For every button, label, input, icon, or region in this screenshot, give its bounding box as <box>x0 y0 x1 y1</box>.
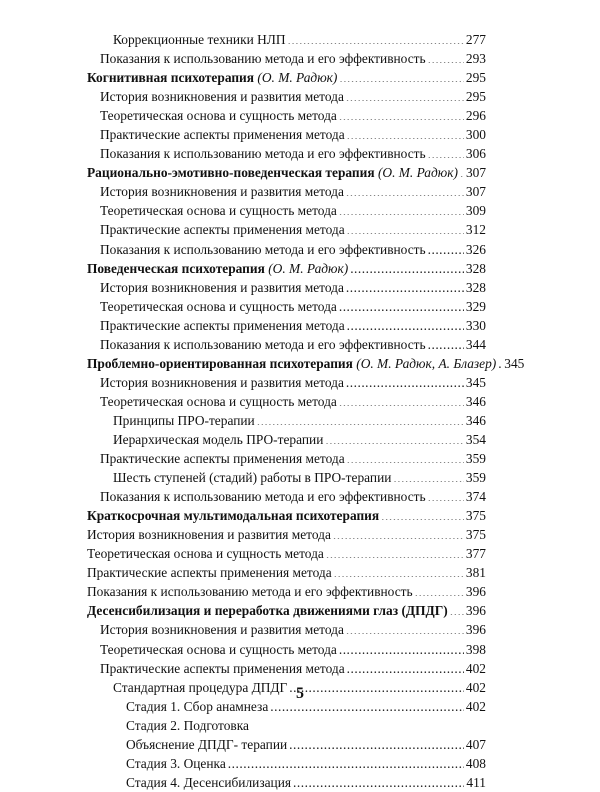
toc-entry-page: 398 <box>465 641 486 657</box>
toc-entry-title-text: Стандартная процедура ДПДГ <box>113 679 288 695</box>
toc-entry <box>113 411 486 430</box>
dot-leader <box>337 69 464 82</box>
toc-entry-title-text: Краткосрочная мультимодальная психотерапия <box>87 508 380 524</box>
toc-entry-title-text: Практические аспекты применения метода <box>100 222 345 238</box>
toc-entry-title <box>100 620 344 639</box>
toc-entry-title-text: История возникновения и развития метода <box>100 279 344 295</box>
toc-entry-title-text: Когнитивная психотерапия <box>87 70 255 86</box>
toc-entry <box>100 182 486 201</box>
toc-entry-title <box>100 278 344 297</box>
toc-entry-title <box>87 163 458 182</box>
toc-entry-page: 411 <box>466 774 486 790</box>
toc-entry-author: (О. М. Радюк, А. Блазер) <box>356 355 497 371</box>
page-number: 5 <box>296 685 304 702</box>
toc-entry-page: 345 <box>504 355 525 371</box>
dot-leader <box>331 526 464 539</box>
toc-entry-title-text: Показания к использованию метода и его эффективность <box>100 336 426 352</box>
toc-entry <box>87 525 486 544</box>
dot-leader <box>291 773 464 786</box>
toc-entry-title-text: Теоретическая основа и сущность метода <box>100 298 337 314</box>
toc-entry-author: (О. М. Радюк) <box>268 260 349 276</box>
toc-entry-title-text: История возникновения и развития метода <box>100 374 344 390</box>
toc-entry <box>87 601 486 620</box>
toc-entry-page: 354 <box>465 431 486 447</box>
toc-entry <box>87 544 486 563</box>
toc-entry-page: 306 <box>465 146 486 162</box>
toc-entry-title-text: История возникновения и развития метода <box>87 527 331 543</box>
toc-entry <box>87 582 486 601</box>
toc-entry-title <box>100 106 337 125</box>
toc-entry-page: 359 <box>465 451 486 467</box>
toc-entry-title-text: Иерархическая модель ПРО-терапии <box>113 431 324 447</box>
toc-entry <box>87 354 525 373</box>
toc-entry-page: 344 <box>465 336 486 352</box>
toc-entry <box>113 430 486 449</box>
dot-leader <box>344 621 464 634</box>
toc-entry-page: 328 <box>465 279 486 295</box>
toc-entry <box>126 716 486 735</box>
toc-entry-page: 346 <box>465 412 486 428</box>
toc-entry-title <box>87 68 337 87</box>
toc-entry <box>100 125 486 144</box>
toc-entry-page: 396 <box>465 603 486 619</box>
toc-entry-title-text: Практические аспекты применения метода <box>100 127 345 143</box>
toc-entry-title-text: Теоретическая основа и сущность метода <box>100 108 337 124</box>
dot-leader <box>332 564 464 577</box>
toc-entry-title <box>113 468 391 487</box>
toc-entry-title <box>100 87 344 106</box>
toc-entry <box>100 392 486 411</box>
toc-entry-title <box>100 373 344 392</box>
toc-entry <box>87 163 486 182</box>
toc-entry-title <box>100 49 426 68</box>
toc-entry-page: 402 <box>465 679 486 695</box>
toc-entry <box>100 87 486 106</box>
toc-entry-page: 312 <box>465 222 486 238</box>
toc-entry-title <box>100 125 345 144</box>
toc-entry-title-text: Шесть ступеней (стадий) работы в ПРО-терапии <box>113 470 392 486</box>
toc-entry-title-text: Стадия 2. Подготовка <box>126 717 249 733</box>
dot-leader <box>337 107 464 120</box>
dot-leader <box>344 278 464 291</box>
toc-entry-page: 309 <box>465 203 486 219</box>
toc-entry-title-text: История возникновения и развития метода <box>100 184 344 200</box>
toc-entry-title-text: Проблемно-ориентированная психотерапия <box>87 355 353 371</box>
toc-entry-title <box>87 506 379 525</box>
toc-entry-title <box>126 754 226 773</box>
toc-entry <box>100 297 486 316</box>
toc-entry-title-text: Показания к использованию метода и его эффективность <box>100 489 426 505</box>
dot-leader <box>255 412 464 425</box>
toc-entry-title-text: История возникновения и развития метода <box>100 622 344 638</box>
dot-leader <box>426 240 464 253</box>
toc-entry-page: 377 <box>465 546 486 562</box>
toc-entry-title-text: Практические аспекты применения метода <box>100 317 345 333</box>
dot-leader <box>344 88 464 101</box>
toc-entry-page: 396 <box>465 584 486 600</box>
toc-entry-title-text: Теоретическая основа и сущность метода <box>100 641 337 657</box>
toc-entry-author: (О. М. Радюк) <box>377 165 458 181</box>
toc-entry-title-text: Показания к использованию метода и его эффективность <box>100 51 426 67</box>
table-of-contents <box>0 30 600 792</box>
toc-entry <box>100 335 486 354</box>
dot-leader <box>345 659 464 672</box>
toc-entry <box>100 373 486 392</box>
toc-entry-page: 293 <box>465 51 486 67</box>
toc-entry <box>100 487 486 506</box>
toc-entry-page: 345 <box>465 374 486 390</box>
toc-entry-title-text: Теоретическая основа и сущность метода <box>100 393 337 409</box>
toc-entry <box>100 659 486 678</box>
toc-entry-title <box>100 182 344 201</box>
toc-entry-page: 328 <box>465 260 486 276</box>
toc-entry-page: 375 <box>465 508 486 524</box>
toc-entry-title-text: Показания к использованию метода и его эффективность <box>100 241 426 257</box>
dot-leader <box>448 602 464 615</box>
toc-entry-page: 408 <box>465 755 486 771</box>
dot-leader <box>426 50 464 63</box>
toc-entry <box>100 620 486 639</box>
toc-entry <box>100 144 486 163</box>
toc-entry-title <box>126 735 287 754</box>
toc-entry-title-text: Практические аспекты применения метода <box>100 451 345 467</box>
dot-leader <box>348 259 464 272</box>
toc-entry-author: (О. М. Радюк) <box>257 70 338 86</box>
toc-entry-title <box>87 582 413 601</box>
toc-entry-title-text: Показания к использованию метода и его эффективность <box>87 584 413 600</box>
dot-leader <box>345 221 464 234</box>
dot-leader <box>344 373 464 386</box>
toc-entry-page: 300 <box>465 127 486 143</box>
dot-leader <box>391 469 464 482</box>
dot-leader <box>337 640 464 653</box>
toc-entry-page: 402 <box>465 698 486 714</box>
toc-entry <box>100 316 486 335</box>
toc-entry-title <box>100 220 345 239</box>
toc-entry-title <box>87 354 496 373</box>
toc-entry-page: 307 <box>465 184 486 200</box>
toc-entry <box>87 68 486 87</box>
toc-entry <box>126 735 486 754</box>
dot-leader <box>426 488 464 501</box>
toc-entry-title <box>100 201 337 220</box>
toc-entry-page: 295 <box>465 89 486 105</box>
toc-entry-title <box>113 430 323 449</box>
toc-entry-title-text: Стадия 1. Сбор анамнеза <box>126 698 269 714</box>
toc-entry-title <box>100 659 345 678</box>
dot-leader <box>286 31 464 44</box>
toc-entry-title-text: Теоретическая основа и сущность метода <box>100 203 337 219</box>
toc-entry-page: 375 <box>465 527 486 543</box>
toc-entry-title <box>100 449 345 468</box>
dot-leader <box>413 583 464 596</box>
toc-entry-title-text: Принципы ПРО-терапии <box>113 412 255 428</box>
toc-entry-page: 346 <box>465 393 486 409</box>
toc-entry-title <box>87 544 324 563</box>
toc-entry-page: 307 <box>465 165 487 181</box>
dot-leader <box>337 202 464 215</box>
toc-entry-page: 402 <box>465 660 486 676</box>
toc-entry-title <box>113 411 255 430</box>
toc-entry <box>100 449 486 468</box>
toc-entry-title-text: Практические аспекты применения метода <box>87 565 332 581</box>
dot-leader <box>426 335 464 348</box>
toc-entry-title <box>87 563 332 582</box>
toc-entry-title <box>113 30 286 49</box>
toc-entry-title <box>100 316 345 335</box>
dot-leader <box>426 145 464 158</box>
dot-leader <box>345 126 464 139</box>
toc-entry-page: 295 <box>465 70 486 86</box>
dot-leader <box>226 754 464 767</box>
toc-entry-title <box>100 392 337 411</box>
toc-entry-page: 277 <box>465 32 486 47</box>
dot-leader <box>324 545 464 558</box>
toc-entry-page: 374 <box>465 489 486 505</box>
toc-entry <box>100 278 486 297</box>
dot-leader <box>344 183 464 196</box>
toc-entry-title <box>100 487 426 506</box>
toc-entry-title-text: Объяснение ДПДГ- терапии <box>126 736 288 752</box>
toc-entry-title-text: Поведенческая психотерапия <box>87 260 265 276</box>
toc-entry <box>100 106 486 125</box>
toc-entry-title <box>126 716 249 735</box>
toc-entry-title <box>87 601 448 620</box>
toc-entry-page: 396 <box>465 622 486 638</box>
toc-entry-title <box>126 773 291 792</box>
dot-leader <box>337 297 464 310</box>
toc-entry <box>126 754 486 773</box>
toc-entry-title-text: Теоретическая основа и сущность метода <box>87 546 324 562</box>
toc-entry-page: 381 <box>465 565 486 581</box>
toc-entry-title-text: История возникновения и развития метода <box>100 89 344 105</box>
toc-entry <box>113 30 486 49</box>
toc-entry-title-text: Рационально-эмотивно-поведенческая терапия <box>87 165 375 181</box>
toc-entry-title <box>87 259 348 278</box>
dot-leader <box>379 507 464 520</box>
toc-entry <box>87 563 486 582</box>
toc-entry-title-text: Стадия 4. Десенсибилизация <box>126 774 292 790</box>
toc-entry <box>113 468 486 487</box>
toc-entry-title <box>100 640 337 659</box>
dot-leader <box>345 450 464 463</box>
toc-entry <box>100 640 486 659</box>
toc-entry-page: 407 <box>465 736 486 752</box>
toc-entry-title-text: Практические аспекты применения метода <box>100 660 345 676</box>
toc-entry-page: 296 <box>465 108 486 124</box>
toc-entry <box>100 240 486 259</box>
toc-entry-page: 329 <box>465 298 486 314</box>
toc-entry <box>126 773 486 792</box>
toc-entry-title <box>100 240 426 259</box>
toc-entry-title <box>100 297 337 316</box>
toc-entry <box>87 259 486 278</box>
toc-entry <box>100 220 486 239</box>
toc-entry-title-text: Показания к использованию метода и его эффективность <box>100 146 426 162</box>
dot-leader <box>287 735 464 748</box>
toc-entry-title-text: Коррекционные техники НЛП <box>113 32 286 47</box>
dot-leader <box>323 431 464 444</box>
toc-entry-title <box>87 525 331 544</box>
toc-entry-page: 359 <box>465 470 486 486</box>
toc-entry <box>87 506 486 525</box>
toc-entry-page: 326 <box>465 241 486 257</box>
dot-leader <box>337 393 464 406</box>
toc-entry <box>100 201 486 220</box>
toc-entry-title <box>100 144 426 163</box>
dot-leader <box>345 316 464 329</box>
toc-entry-title-text: Стадия 3. Оценка <box>126 755 226 771</box>
toc-entry-title <box>100 335 426 354</box>
toc-entry <box>100 49 486 68</box>
toc-entry-page: 330 <box>465 317 486 333</box>
dot-leader <box>496 354 502 367</box>
dot-leader <box>458 164 464 177</box>
toc-entry-title-text: Десенсибилизация и переработка движениями глаз (ДПДГ) <box>87 603 448 619</box>
